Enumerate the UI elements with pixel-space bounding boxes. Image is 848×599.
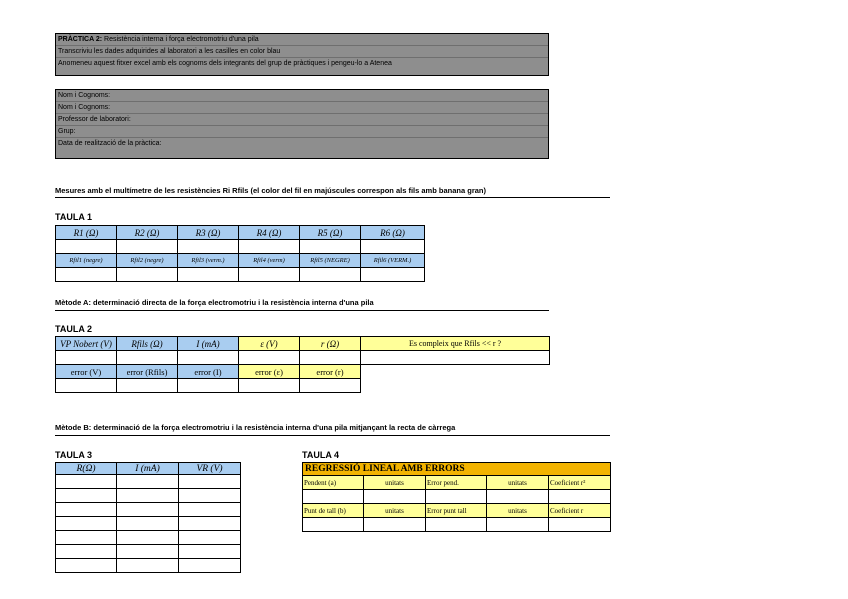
taula-2 — [55, 336, 550, 393]
t2-cell[interactable] — [178, 351, 239, 365]
t1-cell[interactable] — [239, 240, 300, 254]
t3-cell[interactable] — [56, 559, 117, 573]
t3-cell[interactable] — [56, 475, 117, 489]
t1-cell[interactable] — [117, 240, 178, 254]
t3-cell[interactable] — [56, 503, 117, 517]
t4-cell[interactable] — [426, 518, 487, 532]
section-3-heading: Mètode B: determinació de la força electromotriu i la resistència interna d'una pila mitjançant la recta de càrrega — [55, 423, 456, 432]
info-name-1[interactable]: Nom i Cognoms: — [56, 90, 548, 102]
t3-cell[interactable] — [56, 517, 117, 531]
t2-cell[interactable] — [117, 379, 178, 393]
t2-error-r: error (r) — [300, 365, 361, 379]
t4-label-slope-error: Error pend. — [426, 476, 487, 490]
t3-cell[interactable] — [179, 531, 241, 545]
section-2-rule — [55, 310, 549, 311]
t3-cell[interactable] — [56, 545, 117, 559]
t2-cell[interactable] — [239, 351, 300, 365]
section-3-rule — [55, 435, 610, 436]
t2-header-rfils: Rfils (Ω) — [117, 337, 178, 351]
t1-header-rfil1: Rfil1 (negre) — [56, 254, 117, 268]
instructions-line-2: Transcriviu les dades adquirides al laboratori a les casilles en color blau — [56, 46, 548, 58]
t1-header-rfil6: Rfil6 (VERM.) — [361, 254, 425, 268]
t4-cell[interactable] — [487, 518, 549, 532]
t3-header-i: I (mA) — [117, 463, 179, 475]
t4-label-r: Coeficient r — [549, 504, 611, 518]
section-1-rule — [55, 197, 610, 198]
t3-cell[interactable] — [56, 489, 117, 503]
t1-cell[interactable] — [56, 240, 117, 254]
t1-header-rfil2: Rfil2 (negre) — [117, 254, 178, 268]
t1-cell[interactable] — [117, 268, 178, 282]
t1-cell[interactable] — [300, 268, 361, 282]
instructions-box — [55, 33, 549, 76]
t2-error-emf: error (ε) — [239, 365, 300, 379]
t3-cell[interactable] — [56, 531, 117, 545]
t4-banner: REGRESSIÓ LINEAL AMB ERRORS — [303, 463, 611, 476]
info-professor[interactable]: Professor de laboratori: — [56, 114, 548, 126]
t2-cell[interactable] — [239, 379, 300, 393]
t4-cell[interactable] — [364, 518, 426, 532]
instructions-line-3: Anomeneu aquest fitxer excel amb els cognoms dels integrants del grup de pràctiques i pengeu-lo a Atenea — [58, 60, 392, 67]
t3-cell[interactable] — [117, 517, 179, 531]
t4-label-slope-units: unitats — [364, 476, 426, 490]
instructions-line-1: PRÀCTICA 2: Resistència interna i força electromotriu d'una pila — [56, 34, 548, 46]
t2-question-note: Es compleix que Rfils << r ? — [361, 337, 550, 351]
t1-cell[interactable] — [56, 268, 117, 282]
t4-label-intercept-error-units: unitats — [487, 504, 549, 518]
t1-cell[interactable] — [178, 268, 239, 282]
taula-4-title: TAULA 4 — [302, 450, 339, 460]
taula-4 — [302, 462, 611, 532]
t2-header-vp: VP Nobert (V) — [56, 337, 117, 351]
info-date[interactable]: Data de realització de la pràctica: — [58, 140, 162, 147]
t3-cell[interactable] — [179, 489, 241, 503]
t4-cell[interactable] — [303, 518, 364, 532]
t1-header-r3: R3 (Ω) — [178, 226, 239, 240]
t1-header-r1: R1 (Ω) — [56, 226, 117, 240]
t4-label-slope: Pendent (a) — [303, 476, 364, 490]
t2-cell[interactable] — [117, 351, 178, 365]
t3-cell[interactable] — [179, 503, 241, 517]
t1-header-r4: R4 (Ω) — [239, 226, 300, 240]
t4-label-intercept: Punt de tall (b) — [303, 504, 364, 518]
taula-3 — [55, 462, 241, 573]
t2-error-i: error (I) — [178, 365, 239, 379]
t2-cell[interactable] — [178, 379, 239, 393]
info-name-2[interactable]: Nom i Cognoms: — [56, 102, 548, 114]
t2-header-r: r (Ω) — [300, 337, 361, 351]
section-2-heading: Mètode A: determinació directa de la força electromotriu i la resistència interna d'una pila — [55, 298, 374, 307]
t3-cell[interactable] — [179, 475, 241, 489]
t3-cell[interactable] — [117, 503, 179, 517]
t2-blank — [361, 379, 550, 393]
t1-header-r6: R6 (Ω) — [361, 226, 425, 240]
t3-cell[interactable] — [117, 559, 179, 573]
t2-answer-cell[interactable] — [361, 351, 550, 365]
t3-cell[interactable] — [179, 559, 241, 573]
t3-header-r: R(Ω) — [56, 463, 117, 475]
t4-label-r2: Coeficient r² — [549, 476, 611, 490]
t1-cell[interactable] — [361, 268, 425, 282]
t1-header-rfil5: Rfil5 (NEGRE) — [300, 254, 361, 268]
taula-1 — [55, 225, 425, 282]
t3-cell[interactable] — [117, 489, 179, 503]
t4-cell[interactable] — [364, 490, 426, 504]
t3-header-vr: VR (V) — [179, 463, 241, 475]
t3-cell[interactable] — [179, 545, 241, 559]
t2-error-v: error (V) — [56, 365, 117, 379]
t4-label-intercept-error: Error punt tall — [426, 504, 487, 518]
t2-header-i: I (mA) — [178, 337, 239, 351]
t1-header-rfil4: Rfil4 (verm) — [239, 254, 300, 268]
t4-cell[interactable] — [303, 490, 364, 504]
t4-cell[interactable] — [549, 518, 611, 532]
t1-cell[interactable] — [300, 240, 361, 254]
t2-header-emf: ε (V) — [239, 337, 300, 351]
t4-cell[interactable] — [549, 490, 611, 504]
section-1-heading: Mesures amb el multímetre de les resistències Ri Rfils (el color del fil en majúscules correspon als fils amb banana gran) — [55, 186, 486, 195]
taula-1-title: TAULA 1 — [55, 212, 92, 222]
taula-3-title: TAULA 3 — [55, 450, 92, 460]
t1-header-r2: R2 (Ω) — [117, 226, 178, 240]
t2-cell[interactable] — [56, 351, 117, 365]
t4-label-slope-error-units: unitats — [487, 476, 549, 490]
t2-cell[interactable] — [56, 379, 117, 393]
t3-cell[interactable] — [117, 545, 179, 559]
t2-error-rfils: error (Rfils) — [117, 365, 178, 379]
t2-cell[interactable] — [300, 351, 361, 365]
t4-cell[interactable] — [487, 490, 549, 504]
t3-cell[interactable] — [179, 517, 241, 531]
t4-label-intercept-units: unitats — [364, 504, 426, 518]
t4-cell[interactable] — [426, 490, 487, 504]
t1-header-r5: R5 (Ω) — [300, 226, 361, 240]
t1-cell[interactable] — [178, 240, 239, 254]
t1-cell[interactable] — [239, 268, 300, 282]
t2-blank — [361, 365, 550, 379]
info-group[interactable]: Grup: — [56, 126, 548, 138]
taula-2-title: TAULA 2 — [55, 324, 92, 334]
t1-cell[interactable] — [361, 240, 425, 254]
student-info-box — [55, 89, 549, 159]
t2-cell[interactable] — [300, 379, 361, 393]
t3-cell[interactable] — [117, 531, 179, 545]
t1-header-rfil3: Rfil3 (verm.) — [178, 254, 239, 268]
t3-cell[interactable] — [117, 475, 179, 489]
